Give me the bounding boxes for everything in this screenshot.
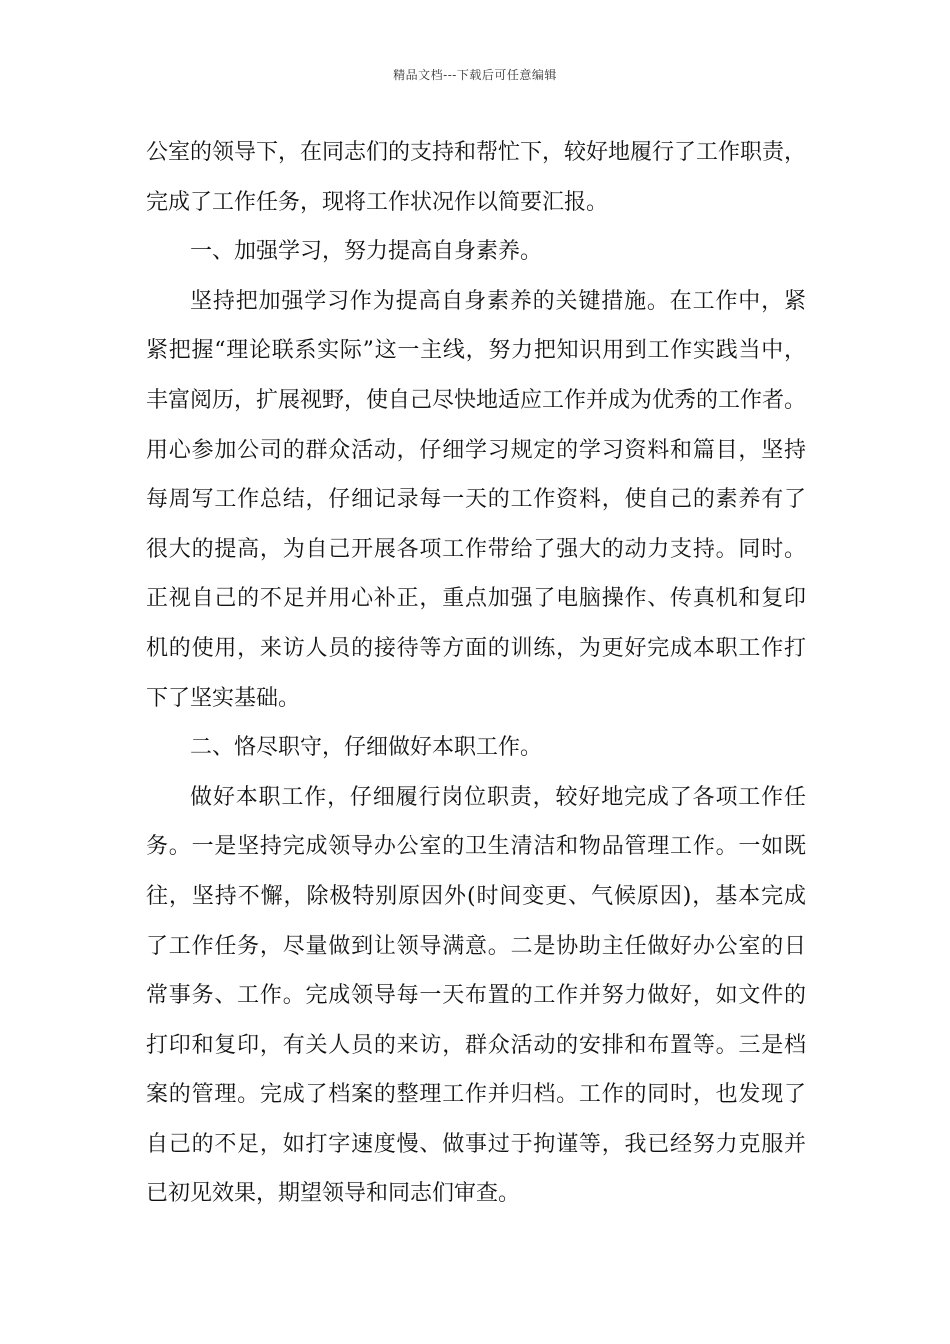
text-line: 往，坚持不懈，除极特别原因外(时间变更、气候原因)，基本完成 [146, 883, 806, 909]
text-line: 自己的不足，如打字速度慢、做事过于拘谨等，我已经努力克服并 [146, 1131, 806, 1157]
text-line: 务。一是坚持完成领导办公室的卫生清洁和物品管理工作。一如既 [146, 834, 806, 860]
text-line: 一、加强学习，努力提高自身素养。 [190, 239, 543, 265]
text-line: 丰富阅历，扩展视野，使自己尽快地适应工作并成为优秀的工作者。 [146, 387, 807, 413]
page-header: 精品文档---下载后可任意编辑 [393, 68, 557, 82]
text-line: 完成了工作任务，现将工作状况作以简要汇报。 [146, 189, 609, 215]
text-line: 坚持把加强学习作为提高自身素养的关键措施。在工作中，紧 [190, 288, 806, 314]
text-line: 下了坚实基础。 [146, 685, 301, 711]
text-line: 用心参加公司的群众活动，仔细学习规定的学习资料和篇目，坚持 [146, 437, 806, 463]
text-line: 公室的领导下，在同志们的支持和帮忙下，较好地履行了工作职责， [146, 140, 807, 165]
text-line: 紧把握“理论联系实际”这一主线，努力把知识用到工作实践当中， [146, 338, 806, 364]
document-body [146, 128, 806, 1219]
text-line: 了工作任务，尽量做到让领导满意。二是协助主任做好办公室的日 [146, 933, 806, 959]
text-line: 二、恪尽职守，仔细做好本职工作。 [190, 735, 543, 761]
text-line: 很大的提高，为自己开展各项工作带给了强大的动力支持。同时。 [146, 536, 806, 562]
text-line: 正视自己的不足并用心补正，重点加强了电脑操作、传真机和复印 [146, 586, 806, 612]
text-line: 案的管理。完成了档案的整理工作并归档。工作的同时，也发现了 [146, 1082, 806, 1108]
text-line: 已初见效果，期望领导和同志们审查。 [146, 1181, 521, 1207]
text-line: 做好本职工作，仔细履行岗位职责，较好地完成了各项工作任 [190, 784, 806, 810]
text-line: 每周写工作总结，仔细记录每一天的工作资料，使自己的素养有了 [146, 487, 806, 513]
text-line: 打印和复印，有关人员的来访，群众活动的安排和布置等。三是档 [146, 1032, 806, 1058]
text-line: 机的使用，来访人员的接待等方面的训练，为更好完成本职工作打 [146, 635, 806, 661]
text-line: 常事务、工作。完成领导每一天布置的工作并努力做好，如文件的 [146, 983, 806, 1009]
